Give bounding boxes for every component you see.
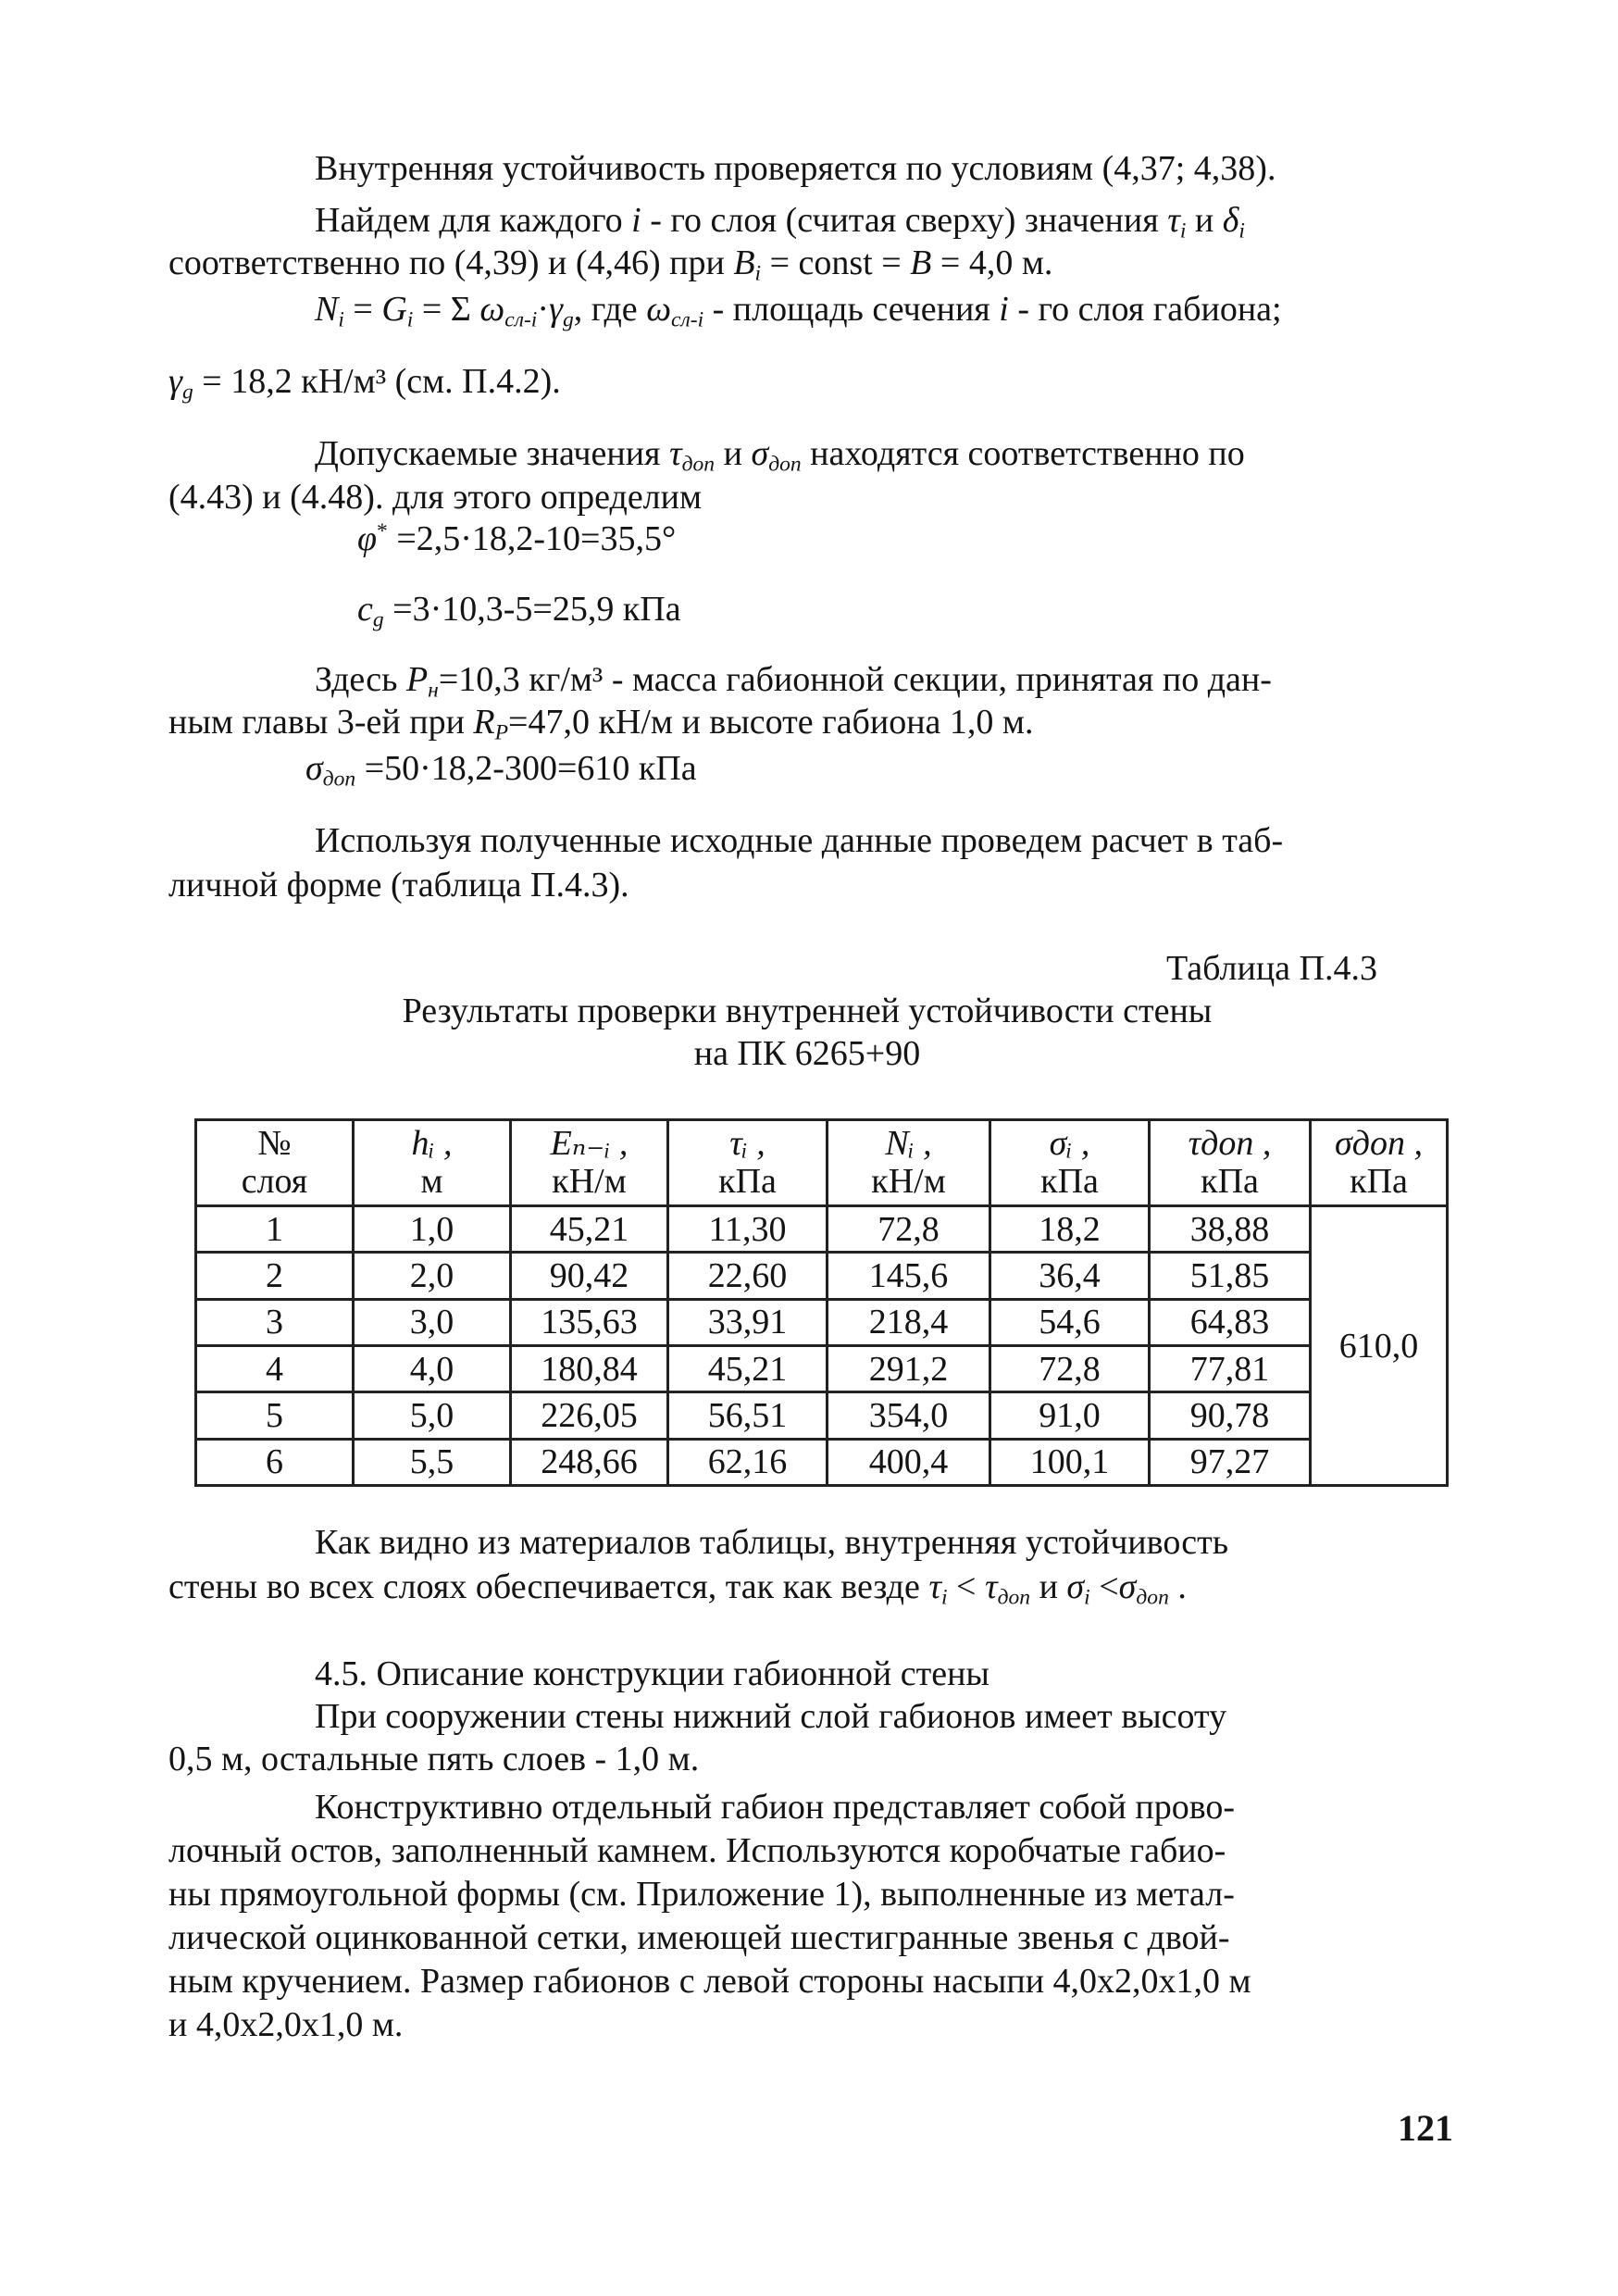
paragraph-line: Допускаемые значения $\tau_{доп}$ и $\sigma_{доп}$ находятся соответственно по [315,434,1245,477]
cell: 36,4 [990,1253,1150,1299]
cell: 45,21 [668,1346,828,1392]
header-n: Nᵢ , кН/м [828,1120,990,1206]
table-row [196,1392,1448,1439]
cell: 77,81 [1150,1346,1311,1392]
paragraph-line: 0,5 м, остальные пять слоев - 1,0 м. [168,1740,700,1778]
cell: 3 [196,1299,354,1345]
header-tau: τᵢ , кПа [668,1120,828,1206]
header-h: hᵢ , м [354,1120,511,1206]
cell: 97,27 [1150,1439,1311,1485]
header-tau-allow: τдоп , кПа [1150,1120,1311,1206]
cell: 226,05 [511,1392,668,1439]
cell: 45,21 [511,1206,668,1253]
cell: 400,4 [828,1439,990,1485]
section-heading: 4.5. Описание конструкции габионной стены [315,1654,989,1693]
paragraph-line: ным главы 3-ей при $R_P=47,0$ кН/м и высоте габиона 1,0 м. [168,703,1034,745]
cell: 62,16 [668,1439,828,1485]
paragraph-line: соответственно по (4,39) и (4,46) при $B_i$ = const = B = 4,0 м. [168,243,1053,286]
cell: 354,0 [828,1392,990,1439]
cell: 22,60 [668,1253,828,1299]
header-layer-no: № слоя [196,1120,354,1206]
paragraph-line: лической оцинкованной сетки, имеющей шестигранные звенья с двой- [168,1918,1230,1957]
cell: 291,2 [828,1346,990,1392]
cell: 5 [196,1392,354,1439]
table-label: Таблица П.4.3 [1166,949,1377,988]
table-row [196,1439,1448,1485]
cell: 3,0 [354,1299,511,1345]
cell: 180,84 [511,1346,668,1392]
cell: 145,6 [828,1253,990,1299]
table-row [196,1299,1448,1345]
paragraph-line: Используя полученные исходные данные проведем расчет в таб- [315,821,1284,860]
paragraph-line: лочный остов, заполненный камнем. Используются коробчатые габио- [168,1831,1226,1870]
results-table [194,1118,1449,1487]
table-row [196,1206,1448,1253]
table-row [196,1253,1448,1299]
cell: 56,51 [668,1392,828,1439]
cell: 11,30 [668,1206,828,1253]
cell: 18,2 [990,1206,1150,1253]
paragraph-line: ны прямоугольной формы (см. Приложение 1), выполненные из метал- [168,1875,1235,1914]
formula-line: $\sigma_{доп} =50\cdot 18,2-300=610$ кПа [305,749,697,792]
formula-line: φ* =2,5·18,2-10=35,5° [357,519,677,558]
cell: 72,8 [990,1346,1150,1392]
cell: 90,42 [511,1253,668,1299]
paragraph-line: При сооружении стены нижний слой габионов имеет высоту [315,1697,1227,1736]
cell: 91,0 [990,1392,1150,1439]
paragraph-line: Здесь $P_н=10,3$ кг/м³ - масса габионной секции, принятая по дан- [315,660,1272,703]
cell: 6 [196,1439,354,1485]
cell: 1,0 [354,1206,511,1253]
table-subtitle: на ПК 6265+90 [693,1034,921,1073]
cell: 72,8 [828,1206,990,1253]
cell: 2,0 [354,1253,511,1299]
cell: 248,66 [511,1439,668,1485]
header-e: Eₙ₋ᵢ , кН/м [511,1120,668,1206]
cell: 2 [196,1253,354,1299]
paragraph-line: ным кручением. Размер габионов с левой стороны насыпи 4,0х2,0х1,0 м [168,1962,1251,2001]
header-sigma: σᵢ , кПа [990,1120,1150,1206]
cell: 64,83 [1150,1299,1311,1345]
cell: 1 [196,1206,354,1253]
table-header-row [196,1120,1448,1206]
merged-sigma-allow-cell: 610,0 [1311,1206,1448,1486]
page-number: 121 [1398,2107,1453,2149]
paragraph-line: Внутренняя устойчивость проверяется по условиям (4,37; 4,38). [315,149,1276,188]
cell: 100,1 [990,1439,1150,1485]
cell: 33,91 [668,1299,828,1345]
paragraph-line: Конструктивно отдельный габион представляет собой прово- [315,1788,1236,1827]
cell: 51,85 [1150,1253,1311,1299]
paragraph-line: стены во всех слоях обеспечивается, так как везде $\tau_i < \tau_{доп}$ и $\sigma_i <\sigma_{доп}$ . [168,1567,1187,1610]
paragraph-line: личной форме (таблица П.4.3). [168,866,629,905]
table-title: Результаты проверки внутренней устойчивости стены [402,992,1213,1030]
cell: 5,5 [354,1439,511,1485]
paragraph-line: (4.43) и (4.48). для этого определим [168,478,703,517]
paragraph-line: Найдем для каждого i - го слоя (считая сверху) значения $\tau_i$ и $\delta_i$ [315,201,1245,243]
cell: 38,88 [1150,1206,1311,1253]
cell: 90,78 [1150,1392,1311,1439]
cell: 5,0 [354,1392,511,1439]
formula-line: $c_g =3\cdot 10,3-5=25,9$ кПа [357,590,681,632]
table-row [196,1346,1448,1392]
cell: 218,4 [828,1299,990,1345]
cell: 135,63 [511,1299,668,1345]
paragraph-line: Как видно из материалов таблицы, внутренняя устойчивость [315,1523,1229,1562]
formula-line: $\gamma_g = 18,2$ кН/м³ (см. П.4.2). [168,362,561,405]
cell: 54,6 [990,1299,1150,1345]
paragraph-line: и 4,0х2,0х1,0 м. [168,2005,404,2044]
formula-line: $N_i = G_i = \Sigma$ $\omega_{сл-i}\cdot\gamma_g$, где $\omega_{сл-i}$ - площадь сечения i - го слоя габиона; [315,290,1282,332]
cell: 4 [196,1346,354,1392]
header-sigma-allow: σдоп , кПа [1311,1120,1448,1206]
cell: 4,0 [354,1346,511,1392]
